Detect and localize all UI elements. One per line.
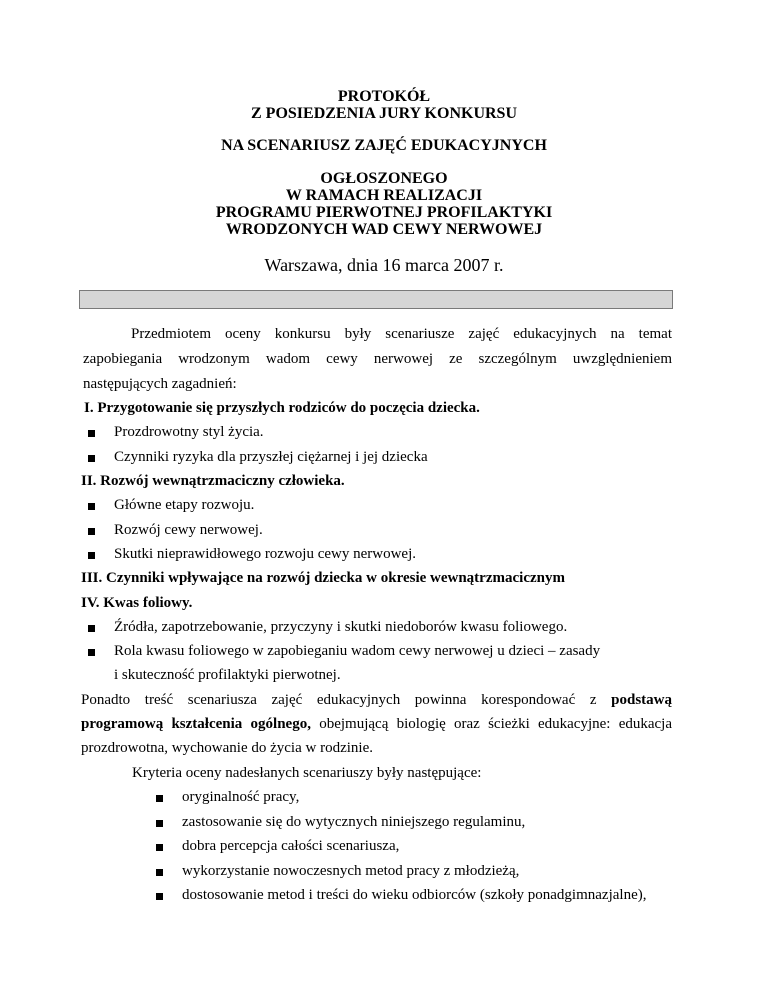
list-item-text: oryginalność pracy, bbox=[182, 789, 300, 805]
intro-line-2: zapobiegania wrodzonym wadom cewy nerwowej ze szczególnym uwzględnieniem bbox=[83, 351, 672, 367]
curriculum-line-3: prozdrowotna, wychowanie do życia w rodzinie. bbox=[81, 740, 373, 756]
bullet-icon bbox=[156, 844, 163, 851]
bullet-icon bbox=[156, 893, 163, 900]
bullet-icon bbox=[88, 455, 95, 462]
list-item-text: Główne etapy rozwoju. bbox=[114, 497, 255, 513]
title-line-1: PROTOKÓŁ bbox=[337, 88, 431, 105]
list-item-text: zastosowanie się do wytycznych niniejszego regulaminu, bbox=[182, 814, 526, 830]
curriculum-line-1-bold: podstawą bbox=[611, 692, 672, 708]
list-item-text: Skutki nieprawidłowego rozwoju cewy nerwowej. bbox=[114, 546, 417, 562]
criteria-intro: Kryteria oceny nadesłanych scenariuszy były następujące: bbox=[132, 765, 482, 781]
curriculum-line-1 bbox=[81, 693, 672, 708]
title-line-6: PROGRAMU PIERWOTNEJ PROFILAKTYKI bbox=[215, 204, 553, 221]
list-item-text: dostosowanie metod i treści do wieku odbiorców (szkoły ponadgimnazjalne), bbox=[182, 887, 647, 903]
separator-bar bbox=[79, 290, 673, 309]
bullet-icon bbox=[88, 528, 95, 535]
bullet-icon bbox=[156, 869, 163, 876]
bullet-icon bbox=[156, 820, 163, 827]
title-line-3: NA SCENARIUSZ ZAJĘĆ EDUKACYJNYCH bbox=[221, 137, 547, 154]
title-line-7: WRODZONYCH WAD CEWY NERWOWEJ bbox=[225, 221, 543, 238]
bullet-icon bbox=[88, 430, 95, 437]
list-item-text: dobra percepcja całości scenariusza, bbox=[182, 838, 400, 854]
title-line-4: OGŁOSZONEGO bbox=[320, 170, 448, 187]
bullet-icon bbox=[88, 503, 95, 510]
intro-line-1: Przedmiotem oceny konkursu były scenariusze zajęć edukacyjnych na temat bbox=[131, 326, 672, 342]
list-item-text: Rola kwasu foliowego w zapobieganiu wadom cewy nerwowej u dzieci – zasady bbox=[114, 643, 601, 659]
section-heading-4: IV. Kwas foliowy. bbox=[81, 595, 193, 611]
list-item-text: Prozdrowotny styl życia. bbox=[114, 424, 264, 440]
curriculum-line-1-text: Ponadto treść scenariusza zajęć edukacyjnych powinna korespondować z bbox=[81, 692, 597, 708]
bullet-icon bbox=[88, 625, 95, 632]
list-item-text: Rozwój cewy nerwowej. bbox=[114, 522, 263, 538]
title-line-5: W RAMACH REALIZACJI bbox=[285, 187, 483, 204]
list-item-text: Czynniki ryzyka dla przyszłej ciężarnej i jej dziecka bbox=[114, 449, 428, 465]
intro-line-3: następujących zagadnień: bbox=[83, 376, 237, 392]
curriculum-line-2-text: obejmującą biologię oraz ścieżki edukacyjne: edukacja bbox=[319, 716, 673, 732]
curriculum-line-2-bold: programową kształcenia ogólnego, bbox=[81, 716, 311, 732]
section-heading-1: I. Przygotowanie się przyszłych rodziców do poczęcia dziecka. bbox=[84, 400, 480, 416]
list-item-text: wykorzystanie nowoczesnych metod pracy z młodzieżą, bbox=[182, 863, 520, 879]
title-line-2: Z POSIEDZENIA JURY KONKURSU bbox=[251, 105, 517, 122]
bullet-icon bbox=[88, 649, 95, 656]
bullet-icon bbox=[156, 795, 163, 802]
list-item-text: Źródła, zapotrzebowanie, przyczyny i skutki niedoborów kwasu foliowego. bbox=[114, 619, 568, 635]
curriculum-line-2 bbox=[81, 717, 672, 732]
section-heading-3: III. Czynniki wpływające na rozwój dziecka w okresie wewnątrzmacicznym bbox=[81, 570, 565, 586]
section-heading-2: II. Rozwój wewnątrzmaciczny człowieka. bbox=[81, 473, 345, 489]
bullet-icon bbox=[88, 552, 95, 559]
list-item-continuation: i skuteczność profilaktyki pierwotnej. bbox=[114, 667, 341, 683]
document-date: Warszawa, dnia 16 marca 2007 r. bbox=[264, 255, 504, 275]
